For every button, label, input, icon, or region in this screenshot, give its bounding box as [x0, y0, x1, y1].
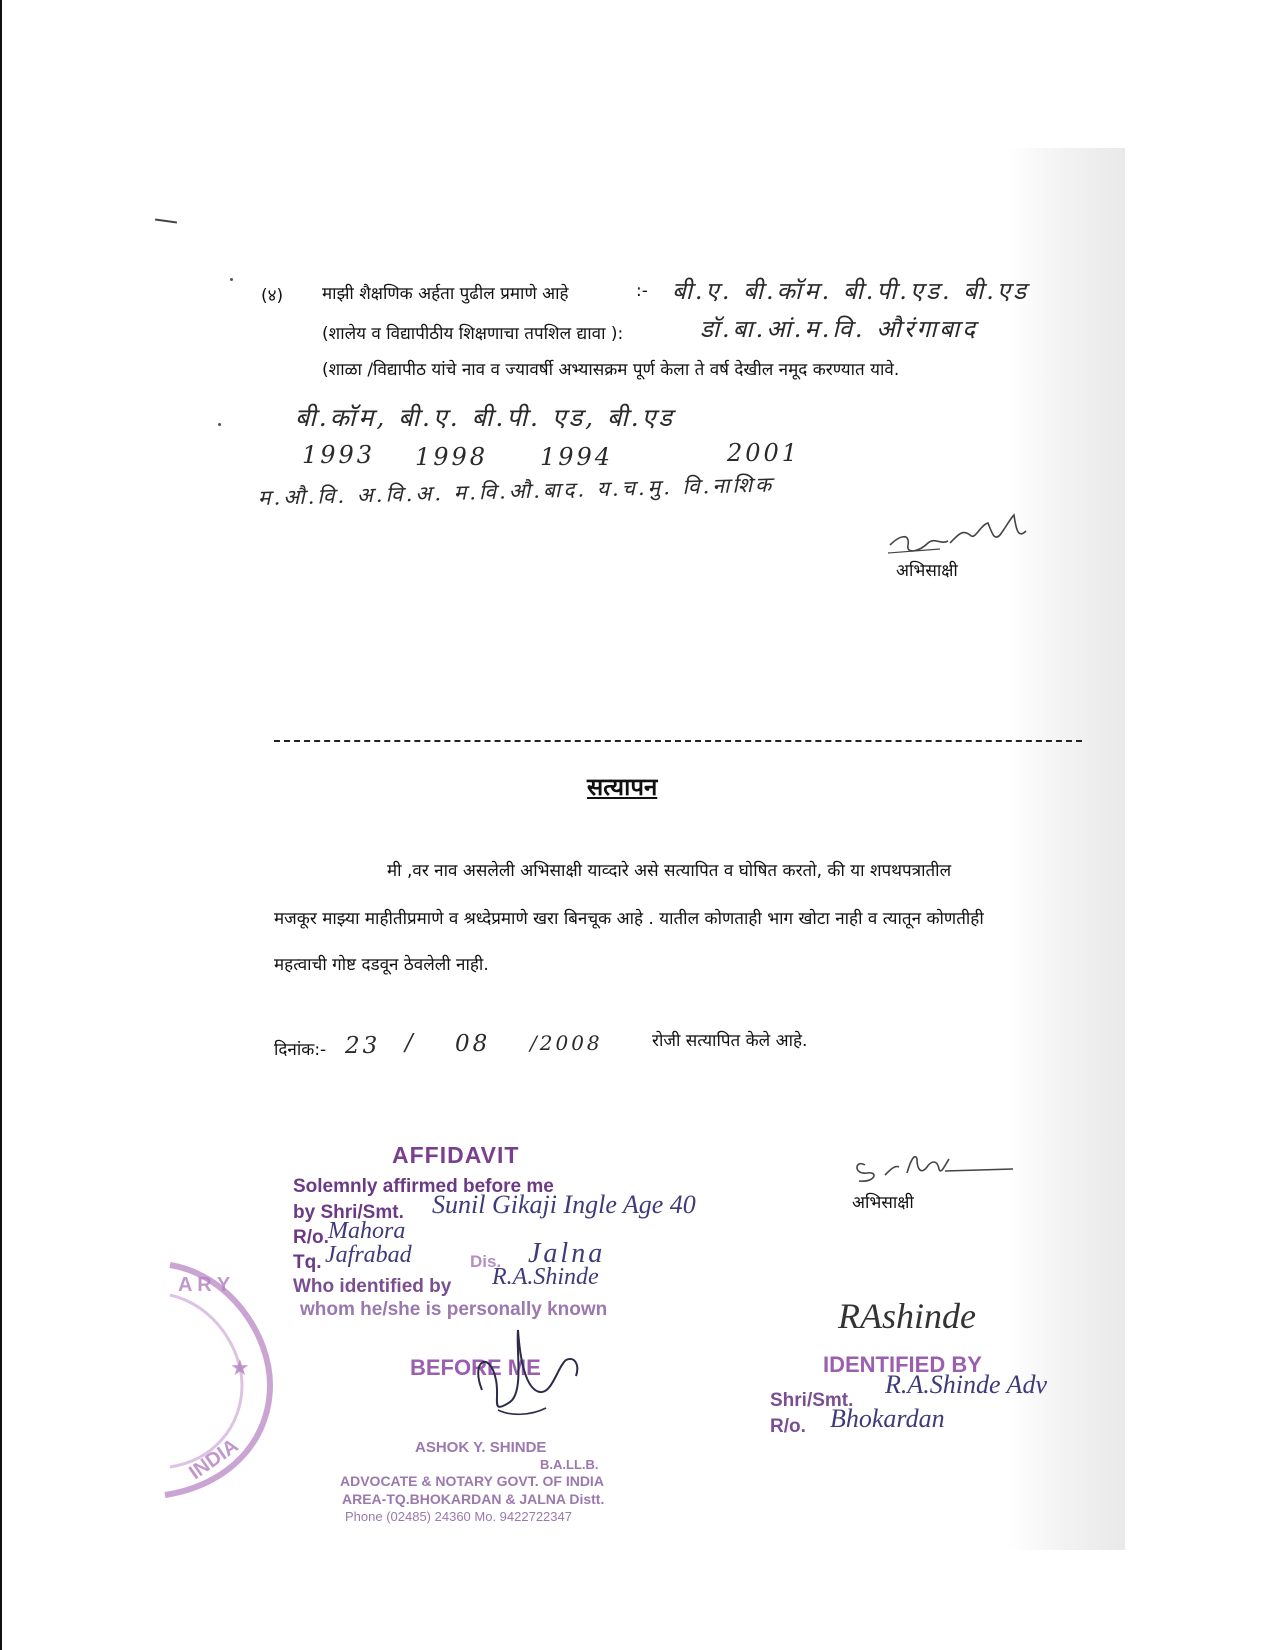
affidavit-taluka: Jafrabad — [325, 1242, 412, 1268]
handwritten-year-3: 1994 — [540, 443, 614, 471]
date-month: 08 — [455, 1031, 491, 1057]
affidavit-stamp-dist-label: Dis. — [470, 1252, 502, 1271]
qualification-handwritten-1: बी.ए. बी.कॉम. बी.पी.एड. बी.एड — [672, 277, 1029, 305]
qualification-separator: :- — [636, 281, 648, 301]
qualification-line-1: माझी शैक्षणिक अर्हता पुढील प्रमाणे आहे — [322, 284, 569, 304]
identified-stamp-line-2-prefix: R/o. — [770, 1416, 806, 1437]
notary-area: AREA-TQ.BHOKARDAN & JALNA Distt. — [342, 1491, 605, 1507]
verification-para-line-3: महत्वाची गोष्ट दडवून ठेवलेली नाही. — [274, 955, 489, 975]
notary-degree: B.A.LL.B. — [540, 1457, 599, 1472]
affidavit-stamp-line-2-prefix: by Shri/Smt. — [293, 1202, 404, 1223]
identified-stamp-line-1-prefix: Shri/Smt. — [770, 1390, 854, 1411]
deponent-signature-2 — [845, 1145, 1025, 1195]
svg-text:★: ★ — [230, 1355, 250, 1380]
date-suffix: रोजी सत्यापित केले आहे. — [652, 1031, 808, 1051]
verification-para-line-1: मी ,वर नाव असलेली अभिसाक्षी याव्दारे असे सत्यापित व घोषित करतो, की या शपथपत्रातील — [387, 861, 952, 881]
affidavit-residence: Mahora — [328, 1218, 406, 1244]
affidavit-stamp-line-1: Solemnly affirmed before me — [293, 1176, 554, 1197]
section-divider — [274, 740, 1082, 742]
notary-signature — [470, 1320, 600, 1430]
affidavit-stamp-line-5-prefix: Who identified by — [293, 1276, 452, 1297]
date-year: /2008 — [530, 1031, 603, 1055]
handwritten-year-1: 1993 — [302, 441, 376, 469]
handwritten-universities: म.औ.वि. अ.वि.अ. म.वि.औ.बाद. य.च.मु. वि.नाशिक — [257, 472, 775, 510]
affidavit-stamp-line-3-prefix: R/o. — [293, 1227, 329, 1248]
scan-dot — [218, 423, 221, 426]
handwritten-degrees: बी.कॉम, बी.ए. बी.पी. एड, बी.एड — [295, 403, 675, 432]
identified-residence: Bhokardan — [830, 1404, 945, 1433]
notary-stamp-heading: BEFORE ME — [410, 1355, 541, 1380]
verification-title: सत्यापन — [587, 773, 658, 801]
identified-name: R.A.Shinde Adv — [885, 1370, 1047, 1399]
affidavit-stamp-line-4-prefix: Tq. — [293, 1252, 322, 1273]
affidavit-deponent-name: Sunil Gikaji Ingle Age 40 — [432, 1190, 696, 1219]
deponent-label-2: अभिसाक्षी — [852, 1193, 914, 1213]
verification-para-line-2: मजकूर माझ्या माहीतीप्रमाणे व श्रध्देप्रमाणे खरा बिनचूक आहे . यातील कोणताही भाग खोटा नाही व त्यातून कोणतीही — [274, 909, 984, 929]
section-number: (४) — [261, 286, 284, 306]
svg-text:A R Y: A R Y — [178, 1274, 231, 1296]
identified-stamp-heading: IDENTIFIED BY — [823, 1352, 982, 1377]
qualification-handwritten-2: डॉ.बा.आं.म.वि. औरंगाबाद — [700, 315, 978, 343]
handwritten-year-4: 2001 — [727, 439, 801, 467]
date-label: दिनांक:- — [274, 1040, 327, 1060]
seal-text: INDIA — [185, 1434, 243, 1485]
date-day: 23 — [345, 1033, 381, 1059]
notary-name: ASHOK Y. SHINDE — [415, 1439, 547, 1456]
deponent-label-1: अभिसाक्षी — [896, 561, 958, 581]
identifier-signature: RAshinde — [838, 1296, 976, 1336]
page-left-edge — [0, 0, 2, 1650]
notary-title: ADVOCATE & NOTARY GOVT. OF INDIA — [340, 1473, 604, 1489]
notary-round-seal — [150, 1255, 285, 1505]
affidavit-stamp-heading: AFFIDAVIT — [392, 1142, 520, 1168]
handwritten-year-2: 1998 — [415, 443, 489, 471]
qualification-line-2: (शालेय व विद्यापीठीय शिक्षणाचा तपशिल द्यावा ): — [322, 324, 624, 344]
qualification-line-3: (शाळा /विद्यापीठ यांचे नाव व ज्यावर्षी अभ्यासक्रम पूर्ण केला ते वर्ष देखील नमूद करण्यात यावे. — [322, 360, 900, 380]
affidavit-district: Jalna — [528, 1238, 606, 1269]
affidavit-stamp-line-6: whom he/she is personally known — [300, 1299, 608, 1320]
deponent-signature-1 — [880, 505, 1040, 565]
date-slash: / — [405, 1030, 416, 1056]
affidavit-identifier: R.A.Shinde — [492, 1264, 599, 1290]
notary-phone: Phone (02485) 24360 Mo. 9422722347 — [345, 1509, 572, 1524]
scan-dot — [230, 278, 233, 281]
